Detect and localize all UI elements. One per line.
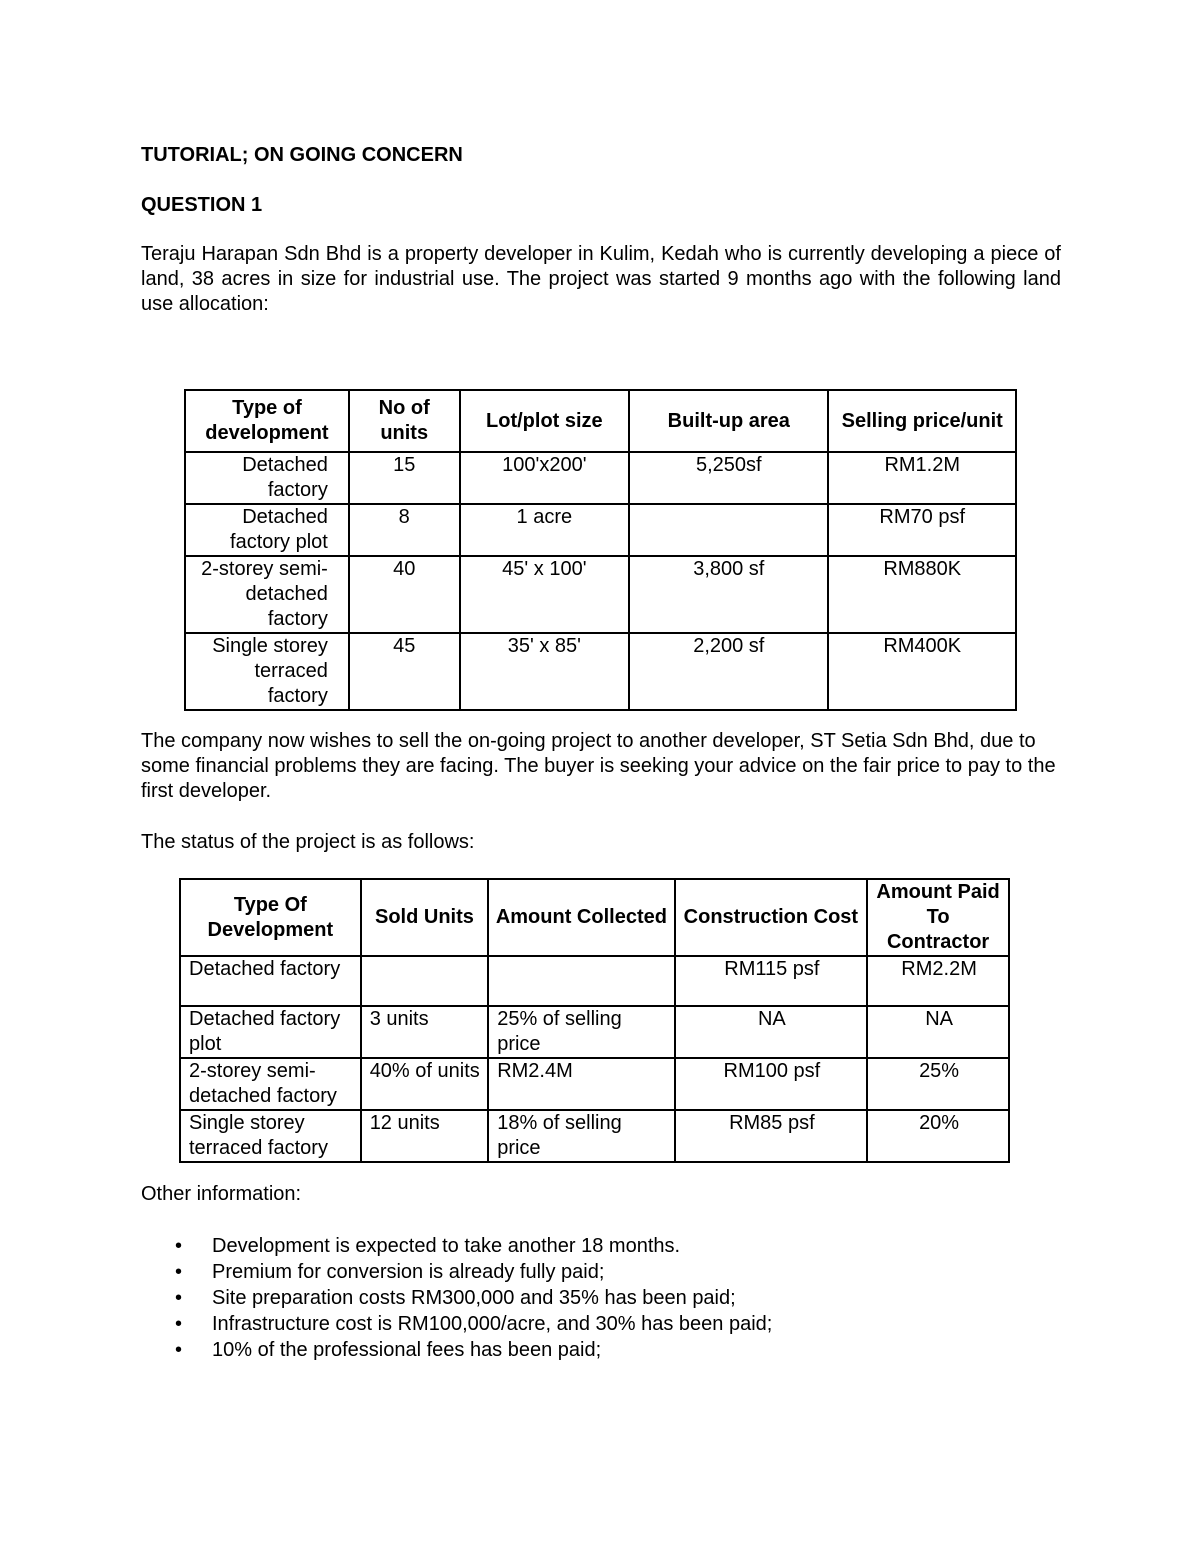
list-item-text: Infrastructure cost is RM100,000/acre, and 30% has been paid;	[212, 1313, 773, 1335]
list-item-text: Development is expected to take another 18 months.	[212, 1235, 681, 1257]
table-cell: 5,250sf	[629, 452, 828, 504]
list-item	[141, 1259, 772, 1285]
column-header: Selling price/unit	[828, 390, 1016, 452]
table-cell: Detached factory	[180, 956, 361, 1006]
column-header: No of units	[349, 390, 460, 452]
list-item	[141, 1233, 772, 1259]
table-cell: 40% of units	[361, 1058, 489, 1110]
bullet-icon: •	[175, 1235, 183, 1257]
table-cell: NA	[867, 1006, 1009, 1058]
table-cell: 8	[349, 504, 460, 556]
table-row	[180, 1006, 1009, 1058]
table-cell: NA	[675, 1006, 868, 1058]
table-cell: 1 acre	[460, 504, 630, 556]
column-header: Sold Units	[361, 879, 489, 956]
table-cell: 35' x 85'	[460, 633, 630, 710]
table-row	[185, 504, 1016, 556]
document-title: TUTORIAL; ON GOING CONCERN	[141, 144, 463, 166]
table-cell: 18% of selling price	[488, 1110, 674, 1162]
list-item	[141, 1337, 772, 1363]
column-header: Construction Cost	[675, 879, 868, 956]
table-cell: 15	[349, 452, 460, 504]
bullet-icon: •	[175, 1287, 183, 1309]
table-cell: 12 units	[361, 1110, 489, 1162]
other-information-list	[141, 1233, 772, 1363]
table-cell: RM70 psf	[828, 504, 1016, 556]
sale-paragraph: The company now wishes to sell the on-going project to another developer, ST Setia Sdn Bhd, due to some financial problems they are facing. The buyer is seeking your advice on the fair price to pay to the first developer.	[141, 730, 1056, 802]
bullet-icon: •	[175, 1261, 183, 1283]
list-item-text: 10% of the professional fees has been paid;	[212, 1339, 602, 1361]
other-information-heading: Other information:	[141, 1183, 302, 1205]
column-header: Lot/plot size	[460, 390, 630, 452]
table-cell	[488, 956, 674, 1006]
list-item-text: Premium for conversion is already fully paid;	[212, 1261, 605, 1283]
table-header-row	[180, 879, 1009, 956]
table-header-row	[185, 390, 1016, 452]
table-cell: 45' x 100'	[460, 556, 630, 633]
land-use-allocation-table	[184, 389, 1017, 711]
table-row	[180, 1110, 1009, 1162]
list-item	[141, 1311, 772, 1337]
table-row	[180, 956, 1009, 1006]
table-cell: 3 units	[361, 1006, 489, 1058]
table-cell: 25%	[867, 1058, 1009, 1110]
table-cell: RM100 psf	[675, 1058, 868, 1110]
bullet-icon: •	[175, 1339, 183, 1361]
column-header: Type Of Development	[180, 879, 361, 956]
intro-paragraph: Teraju Harapan Sdn Bhd is a property developer in Kulim, Kedah who is currently developing a piece of land, 38 acres in size for industrial use. The project was started 9 months ago with the following land use allocation:	[141, 243, 1061, 315]
list-item	[141, 1285, 772, 1311]
table-cell	[629, 504, 828, 556]
table-cell: Single storey terraced factory	[180, 1110, 361, 1162]
list-item-text: Site preparation costs RM300,000 and 35% has been paid;	[212, 1287, 736, 1309]
table-row	[185, 633, 1016, 710]
table-cell: 45	[349, 633, 460, 710]
project-status-table	[179, 878, 1010, 1163]
column-header: Amount Collected	[488, 879, 674, 956]
table-cell: RM2.2M	[867, 956, 1009, 1006]
table-cell: RM880K	[828, 556, 1016, 633]
table-cell: 20%	[867, 1110, 1009, 1162]
table-cell: 100'x200'	[460, 452, 630, 504]
table-cell: 2-storey semi-detached factory	[185, 556, 349, 633]
table-cell: Detached factory	[185, 452, 349, 504]
column-header: Type of development	[185, 390, 349, 452]
table-cell: Detached factory plot	[180, 1006, 361, 1058]
table-cell: RM2.4M	[488, 1058, 674, 1110]
table-cell	[361, 956, 489, 1006]
table-cell: 25% of selling price	[488, 1006, 674, 1058]
table-cell: Detached factory plot	[185, 504, 349, 556]
table-cell: RM115 psf	[675, 956, 868, 1006]
table-cell: Single storey terraced factory	[185, 633, 349, 710]
table-cell: 2-storey semi-detached factory	[180, 1058, 361, 1110]
column-header: Built-up area	[629, 390, 828, 452]
table-row	[185, 556, 1016, 633]
table-cell: 40	[349, 556, 460, 633]
question-heading: QUESTION 1	[141, 194, 263, 216]
table-row	[185, 452, 1016, 504]
status-intro-paragraph: The status of the project is as follows:	[141, 831, 475, 853]
table-cell: RM1.2M	[828, 452, 1016, 504]
table-cell: RM400K	[828, 633, 1016, 710]
table-cell: 3,800 sf	[629, 556, 828, 633]
table-row	[180, 1058, 1009, 1110]
column-header: Amount Paid To Contractor	[867, 879, 1009, 956]
bullet-icon: •	[175, 1313, 183, 1335]
table-cell: 2,200 sf	[629, 633, 828, 710]
table-cell: RM85 psf	[675, 1110, 868, 1162]
